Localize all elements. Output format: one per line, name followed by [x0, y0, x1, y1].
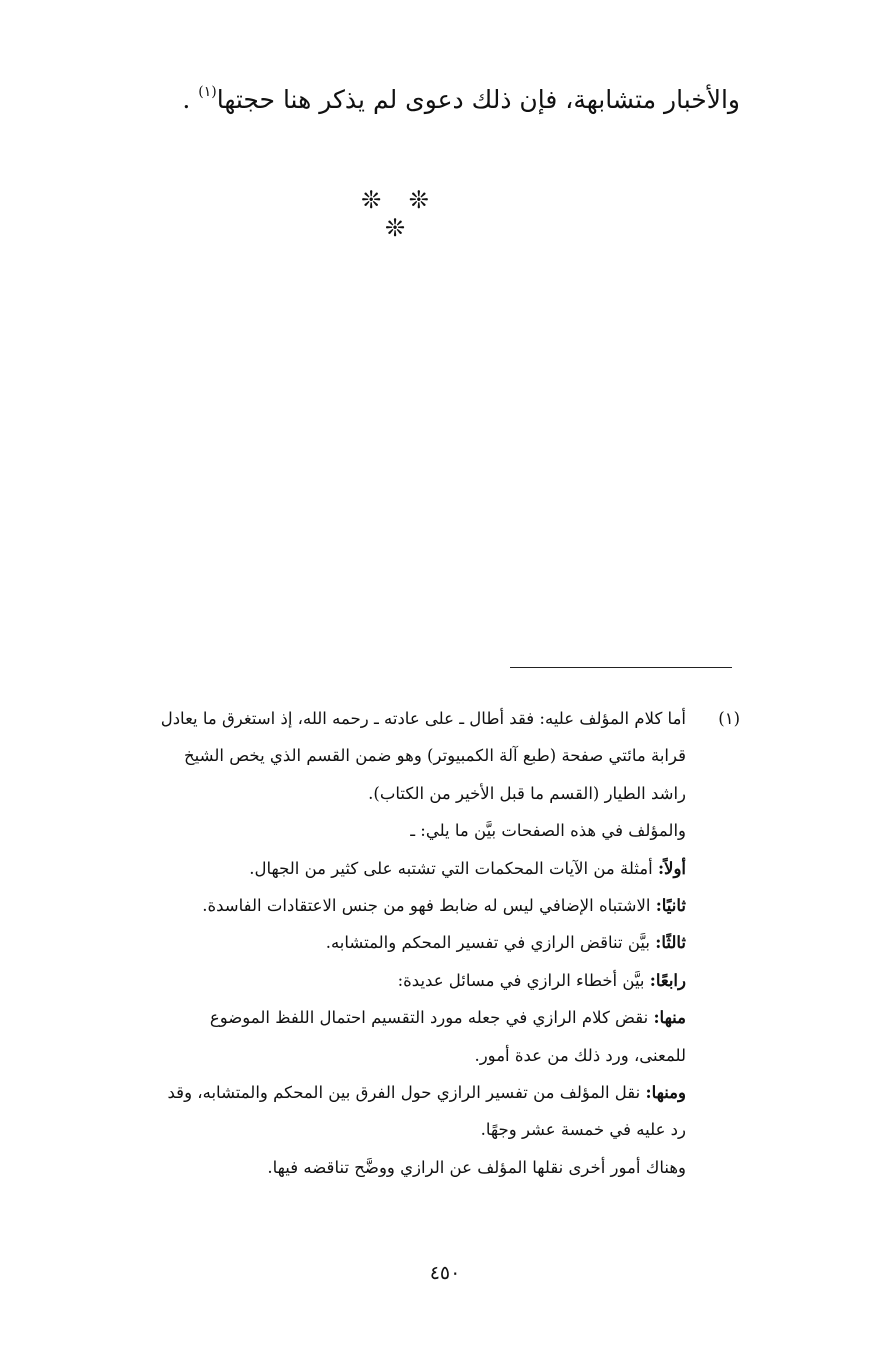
footnote-line: [62, 924, 686, 961]
footnote-line: [62, 812, 686, 849]
main-text-line: [100, 72, 740, 120]
footnote-marker: (١): [718, 709, 740, 728]
footnote-line-text: وهناك أمور أخرى نقلها المؤلف عن الرازي ووضَّح تناقضه فيها.: [267, 1157, 686, 1177]
footnote-line-text: أما كلام المؤلف عليه: فقد أطال ـ على عادته ـ رحمه الله، إذ استغرق ما يعادل: [160, 709, 686, 728]
footnote-line-text: أمثلة من الآيات المحكمات التي تشتبه على كثير من الجهال.: [249, 858, 658, 878]
footnote-line-lead: ومنها:: [645, 1083, 686, 1103]
footnote-line: [62, 999, 686, 1036]
footnote-line-lead: منها:: [653, 1008, 686, 1028]
footnote-line-text: الاشتباه الإضافي ليس له ضابط فهو من جنس الاعتقادات الفاسدة.: [202, 896, 656, 916]
footnote-line: [62, 1037, 686, 1074]
footnote-line-text: قرابة مائتي صفحة (طبع آلة الكمبيوتر) وهو ضمن القسم الذي يخص الشيخ: [184, 746, 686, 766]
footnote-line-text: رد عليه في خمسة عشر وجهًا.: [480, 1120, 686, 1140]
footnote-body: [62, 700, 686, 1186]
footnote-line-text: نقض كلام الرازي في جعله مورد التقسيم احتمال اللفظ الموضوع: [209, 1008, 654, 1028]
footnote: [62, 700, 740, 1186]
footnote-line: [62, 850, 686, 887]
footnote-line-lead: أولاً:: [657, 858, 686, 878]
footnote-line: [62, 887, 686, 924]
footnote-line: [62, 700, 686, 737]
main-text: والأخبار متشابهة، فإن ذلك دعوى لم يذكر هنا حجتها: [216, 85, 740, 114]
section-separator: ❊ ❊ ❊: [361, 186, 439, 242]
footnote-line: [62, 1111, 686, 1148]
footnote-line-lead: رابعًا:: [649, 970, 686, 990]
footnote-line: [62, 1149, 686, 1186]
footnote-line-text: نقل المؤلف من تفسير الرازي حول الفرق بين المحكم والمتشابه، وقد: [167, 1083, 646, 1103]
footnote-line-text: للمعنى، ورد ذلك من عدة أمور.: [474, 1045, 686, 1065]
footnote-line: [62, 1074, 686, 1111]
footnote-line-text: راشد الطيار (القسم ما قبل الأخير من الكتاب).: [368, 783, 686, 803]
footnote-line: [62, 737, 686, 774]
footnote-line-text: والمؤلف في هذه الصفحات بيَّن ما يلي: ـ: [410, 821, 686, 841]
footnote-line-lead: ثانيًا:: [655, 896, 686, 916]
footnote-line: [62, 775, 686, 812]
footnote-rule: [510, 667, 732, 668]
footnote-line-text: بيَّن أخطاء الرازي في مسائل عديدة:: [397, 970, 650, 990]
main-text-end: .: [182, 85, 191, 114]
footnote-line-text: بيَّن تناقض الرازي في تفسير المحكم والمتشابه.: [325, 933, 656, 953]
footnote-line: [62, 962, 686, 999]
page-number: ٤٥٠: [429, 1262, 461, 1284]
footnote-line-lead: ثالثًا:: [655, 933, 686, 953]
footnote-reference: (١): [198, 84, 217, 100]
